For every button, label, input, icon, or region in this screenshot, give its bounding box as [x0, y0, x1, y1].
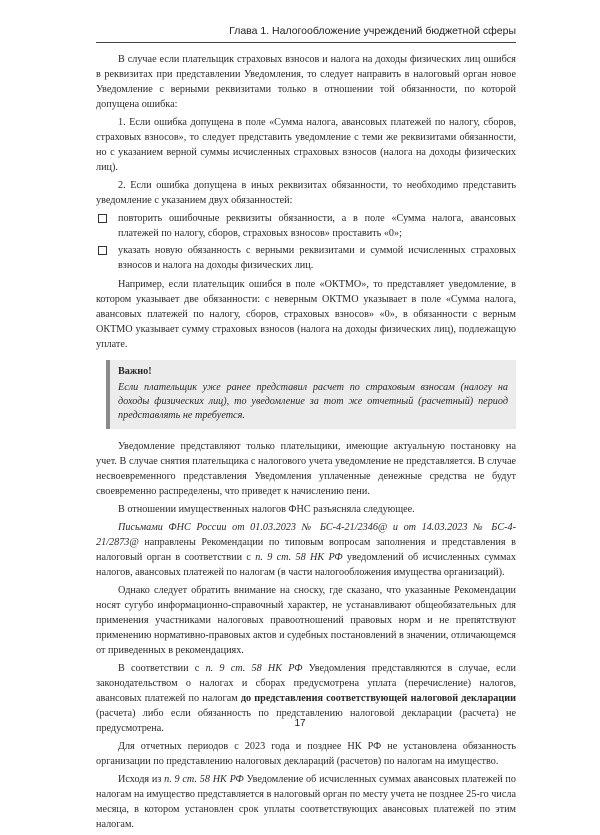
paragraph: Однако следует обратить внимание на сноску, где сказано, что указанные Рекомендации носят сугубо информационно-справочный характер, не устанавливают общеобязательных для применения участниками налоговых правоотношений правовых норм и не препятствуют применению нормативно-правовых актов и судебных постановлений в значении, отличающемся от приведенных в рекомендациях.	[96, 585, 516, 656]
law-reference: п. 9 ст. 58 НК РФ	[205, 663, 303, 674]
paragraph-text: В соответствии с	[118, 663, 206, 674]
paragraph-text: Уведомление об исчисленных суммах авансовых платежей по налогам на имущество представляется в налоговый орган по месту учета не позднее 25-го числа месяца, в котором установлен срок уплаты соответствующих авансовых платежей по этим налогам.	[96, 774, 516, 830]
paragraph-text: Уведомления представляются в случае, если законодательством о налогах и сборах предусмотрена уплата (перечисление) налогов, авансовых платежей по налогам	[96, 663, 516, 704]
important-note	[106, 360, 516, 429]
paragraph-text: Исходя из	[118, 774, 165, 785]
paragraph: 1. Если ошибка допущена в поле «Сумма налога, авансовых платежей по налогу, сборов, страховых взносов», то следует представить уведомление с теми же реквизитами обязанности, но с указанием верной суммы исчисленных страховых взносов (налога на доходы физических лиц).	[96, 117, 516, 173]
list-item-text: повторить ошибочные реквизиты обязанности, а в поле «Сумма налога, авансовых платежей по налогу, сборов, страховых взносов» проставить «0»;	[118, 213, 516, 239]
paragraph-text: (расчета) либо если обязанность по представлению налоговой декларации (расчета) не предусмотрена.	[96, 708, 516, 734]
paragraph: Для отчетных периодов с 2023 года и позднее НК РФ не установлена обязанность организации по представлению налоговых деклараций (расчетов) по налогам на имущество.	[96, 741, 516, 767]
note-body: Если плательщик уже ранее представил расчет по страховым взносам (налогу на доходы физических лиц), то уведомление за тот же отчетный (расчетный) период представлять не требуется.	[118, 382, 508, 421]
square-bullet-icon	[98, 246, 107, 255]
paragraph-text: направлены Рекомендации по типовым вопросам заполнения и представления в налоговый орган в соответствии с	[96, 537, 516, 563]
running-header	[96, 20, 516, 43]
law-reference: п. 9 ст. 58 НК РФ	[164, 774, 244, 785]
paragraph: 2. Если ошибка допущена в иных реквизитах обязанности, то необходимо представить уведомление с указанием двух обязанностей:	[96, 180, 516, 206]
paragraph	[96, 772, 516, 832]
square-bullet-icon	[98, 214, 107, 223]
letter-reference: Письмами ФНС России от 01.03.2023 № БС-4-21/2346@ и от 14.03.2023 № БС-4-21/2873@	[96, 522, 516, 548]
list-item	[96, 211, 516, 241]
paragraph: В отношении имущественных налогов ФНС разъясняла следующее.	[118, 504, 415, 515]
bullet-list	[96, 211, 516, 273]
paragraph	[96, 520, 516, 580]
note-title: Важно!	[118, 366, 152, 377]
emphasis-text: до представления соответствующей налоговой декларации	[240, 693, 516, 704]
chapter-title: Глава 1. Налогообложение учреждений бюджетной сферы	[229, 25, 516, 37]
paragraph-text: уведомлений об исчисленных суммах налогов, авансовых платежей по налогам (в части налогообложения имущества организаций).	[96, 552, 516, 578]
paragraph: Уведомление представляют только плательщики, имеющие актуальную постановку на учет. В случае снятия плательщика с налогового учета уведомление не представляется. В случае несвоевременного представления Уведомления уплаченные денежные средства не будут своевременно распределены, что приведет к начислению пени.	[96, 441, 516, 497]
list-item-text: указать новую обязанность с верными реквизитами и суммой исчисленных страховых взносов и налога на доходы физических лиц.	[118, 245, 516, 271]
paragraph: Например, если плательщик ошибся в поле «ОКТМО», то представляет уведомление, в котором указывает две обязанности: с неверным ОКТМО указывает в поле «Сумма налога, авансовых платежей по налогу, сборов, страховых взносов» «0», в обязанности с верным ОКТМО указывает сумму страховых взносов (налога на доходы физических лиц), подлежащую уплате.	[96, 279, 516, 350]
paragraph: В случае если плательщик страховых взносов и налога на доходы физических лиц ошибся в реквизитах при представлении Уведомления, то следует направить в налоговый орган новое Уведомление с верными реквизитами только в отношении той обязанности, по которой допущена ошибка:	[96, 54, 516, 110]
list-item	[96, 243, 516, 273]
law-reference: п. 9 ст. 58 НК РФ	[255, 552, 343, 563]
page-number: 17	[294, 718, 306, 729]
